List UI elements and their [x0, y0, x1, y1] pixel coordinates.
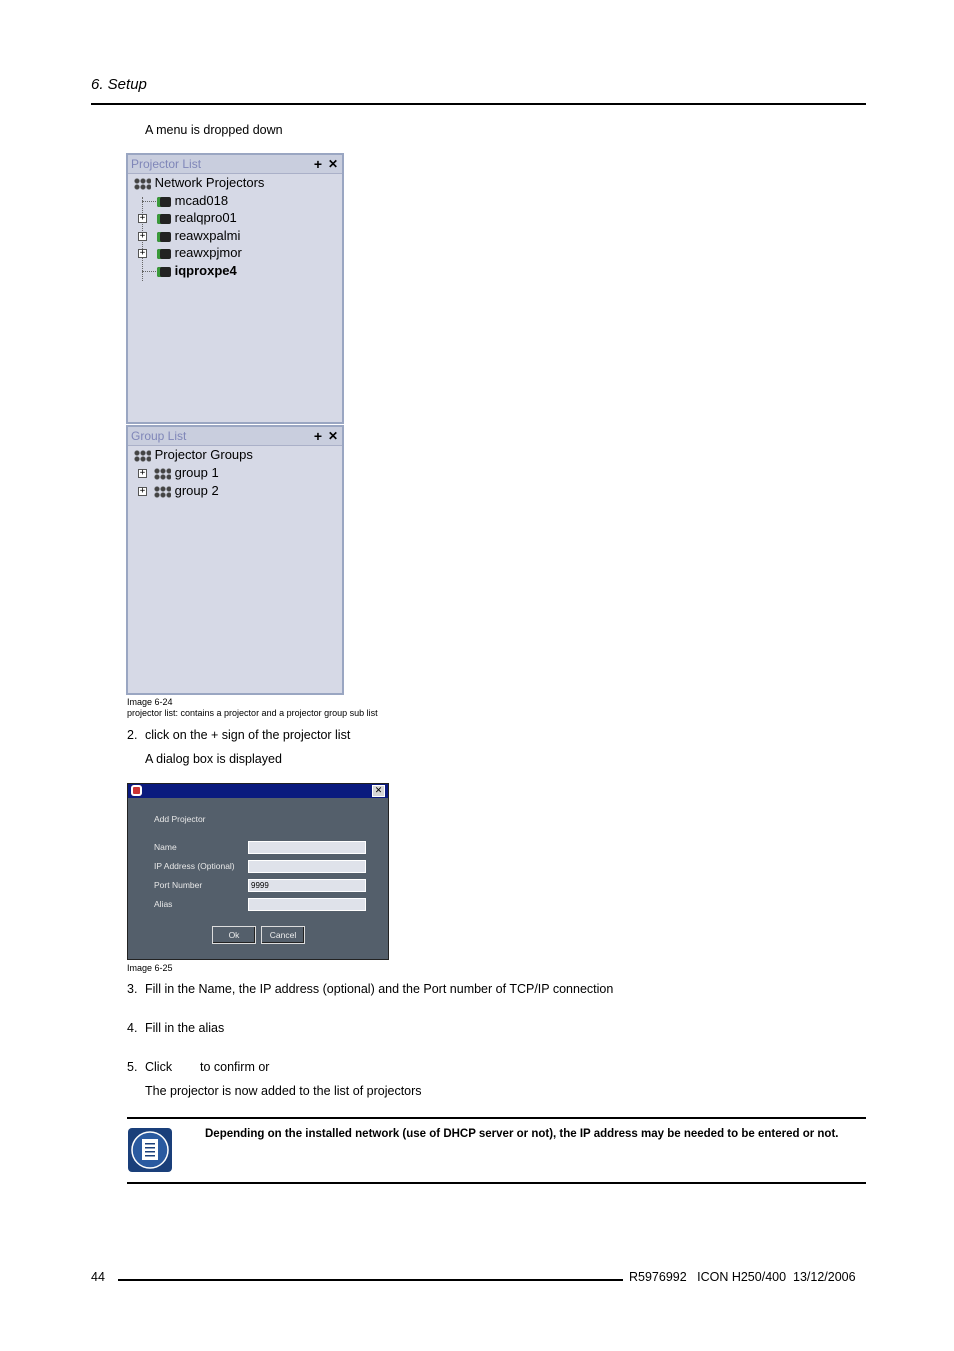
ip-address-input[interactable] [248, 860, 366, 873]
cancel-button[interactable]: Cancel [261, 926, 305, 944]
expand-icon[interactable]: + [139, 248, 146, 258]
step-text: to confirm or [200, 1060, 270, 1074]
note-bottom-rule [127, 1182, 866, 1184]
intro-text: A menu is dropped down [145, 123, 283, 137]
projector-icon [157, 214, 171, 224]
port-number-input[interactable]: 9999 [248, 879, 366, 892]
add-group-icon[interactable]: + [313, 428, 322, 444]
network-icon [134, 178, 151, 190]
projector-label: realqpro01 [174, 210, 237, 225]
projector-icon [157, 267, 171, 277]
image-label: Image 6-24 [127, 697, 173, 707]
projector-label: reawxpjmor [174, 245, 242, 260]
step-text: Fill in the Name, the IP address (optional) and the Port number of TCP/IP connection [145, 982, 614, 996]
app-icon [131, 785, 142, 796]
ip-address-label: IP Address (Optional) [154, 861, 235, 871]
note-icon [128, 1128, 172, 1172]
step-text: Click [145, 1060, 173, 1074]
tree-root-label: Network Projectors [154, 175, 265, 190]
tree-root-network-projectors[interactable] [134, 175, 264, 191]
footer-rule [118, 1279, 623, 1281]
group-icon [154, 468, 171, 480]
group-list-panel [126, 425, 344, 695]
projector-label: iqproxpe4 [174, 263, 237, 278]
network-icon [134, 450, 151, 462]
close-panel-icon[interactable]: ✕ [327, 157, 338, 171]
close-panel-icon[interactable]: ✕ [327, 429, 338, 443]
dialog-heading: Add Projector [154, 814, 206, 824]
group-icon [154, 486, 171, 498]
projector-item-selected[interactable] [157, 263, 237, 279]
dialog-titlebar [128, 784, 388, 798]
group-list-title: Group List [128, 427, 342, 446]
note-top-rule [127, 1117, 866, 1119]
projector-item[interactable] [157, 210, 237, 226]
group-item[interactable] [154, 483, 219, 499]
projector-label: mcad018 [174, 193, 229, 208]
note-text: Depending on the installed network (use of DHCP server or not), the IP address may be needed to be entered or not. [205, 1128, 839, 1140]
name-label: Name [154, 842, 177, 852]
projector-item[interactable] [157, 193, 228, 209]
group-label: group 1 [174, 465, 219, 480]
projector-item[interactable] [157, 228, 240, 244]
projector-icon [157, 249, 171, 259]
projector-tree [132, 175, 340, 420]
page-number: 44 [91, 1270, 105, 1284]
add-projector-dialog [127, 783, 389, 960]
projector-list-title: Projector List [128, 155, 342, 174]
ok-button[interactable]: Ok [212, 926, 256, 944]
step-number: 2. [127, 728, 138, 742]
group-label: group 2 [174, 483, 219, 498]
projector-label: reawxpalmi [174, 228, 241, 243]
step-result: The projector is now added to the list of projectors [145, 1084, 422, 1098]
step-text: Fill in the alias [145, 1021, 225, 1035]
expand-icon[interactable]: + [139, 486, 146, 496]
close-icon[interactable]: ✕ [372, 785, 385, 797]
add-projector-icon[interactable]: + [313, 156, 322, 172]
step-text: click on the + sign of the projector list [145, 728, 351, 742]
group-tree [132, 447, 340, 691]
expand-icon[interactable]: + [139, 231, 146, 241]
name-input[interactable] [248, 841, 366, 854]
projector-icon [157, 232, 171, 242]
alias-input[interactable] [248, 898, 366, 911]
step-number: 3. [127, 982, 138, 996]
expand-icon[interactable]: + [139, 213, 146, 223]
image-label: Image 6-25 [127, 963, 173, 973]
port-number-label: Port Number [154, 880, 203, 890]
image-caption: projector list: contains a projector and a projector group sub list [127, 708, 378, 718]
alias-label: Alias [154, 899, 173, 909]
projector-item[interactable] [157, 245, 242, 261]
projector-list-panel [126, 153, 344, 424]
header-rule [91, 103, 866, 105]
expand-icon[interactable]: + [139, 468, 146, 478]
step-result: A dialog box is displayed [145, 752, 282, 766]
tree-root-projector-groups[interactable] [134, 447, 253, 463]
step-number: 4. [127, 1021, 138, 1035]
projector-icon [157, 197, 171, 207]
group-item[interactable] [154, 465, 219, 481]
document-reference: R5976992 ICON H250/400 13/12/2006 [629, 1270, 856, 1284]
tree-root-label: Projector Groups [154, 447, 253, 462]
section-title: 6. Setup [91, 76, 147, 93]
step-number: 5. [127, 1060, 138, 1074]
